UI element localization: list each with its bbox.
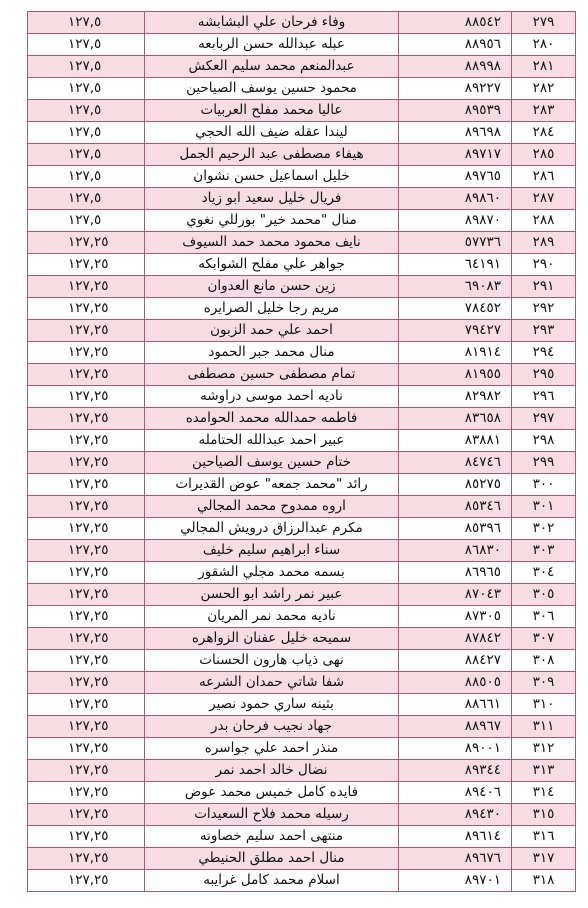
row-number-cell: ٣٠٧: [512, 628, 576, 650]
score-cell: ١٢٧,٢٥: [28, 804, 145, 826]
score-cell: ١٢٧,٢٥: [28, 540, 145, 562]
name-cell: محمود حسين يوسف الصياحين: [145, 78, 399, 100]
row-number-cell: ٣١٠: [512, 694, 576, 716]
id-number-cell: ٨٩٧١٧: [399, 144, 512, 166]
score-cell: ١٢٧,٢٥: [28, 430, 145, 452]
row-number-cell: ٢٩٢: [512, 298, 576, 320]
score-cell: ١٢٧,٢٥: [28, 760, 145, 782]
score-cell: ١٢٧,٢٥: [28, 386, 145, 408]
id-number-cell: ٨٨٩٥٦: [399, 34, 512, 56]
id-number-cell: ٨٩٦٧٦: [399, 848, 512, 870]
name-cell: اسلام محمد كامل غرايبه: [145, 870, 399, 892]
score-cell: ١٢٧,٥: [28, 12, 145, 34]
table-row: [28, 320, 576, 342]
row-number-cell: ٢٨٥: [512, 144, 576, 166]
score-cell: ١٢٧,٥: [28, 210, 145, 232]
id-number-cell: ٦٤١٩١: [399, 254, 512, 276]
score-cell: ١٢٧,٥: [28, 188, 145, 210]
score-cell: ١٢٧,٥: [28, 166, 145, 188]
name-cell: عبير احمد عبدالله الحتامله: [145, 430, 399, 452]
id-number-cell: ٨٦٨٣٠: [399, 540, 512, 562]
table-row: [28, 650, 576, 672]
table-row: [28, 782, 576, 804]
table-row: [28, 144, 576, 166]
row-number-cell: ٣٠٩: [512, 672, 576, 694]
score-cell: ١٢٧,٢٥: [28, 672, 145, 694]
id-number-cell: ٨٨٤٢٧: [399, 650, 512, 672]
name-cell: ناديه احمد موسى دراوشه: [145, 386, 399, 408]
results-table: [27, 11, 576, 892]
name-cell: تمام مصطفى حسين مصطفى: [145, 364, 399, 386]
score-cell: ١٢٧,٢٥: [28, 276, 145, 298]
id-number-cell: ٨٩٤٣٠: [399, 804, 512, 826]
score-cell: ١٢٧,٢٥: [28, 782, 145, 804]
table-row: [28, 166, 576, 188]
name-cell: عبدالمنعم محمد سليم العكش: [145, 56, 399, 78]
name-cell: منذر احمد علي جواسره: [145, 738, 399, 760]
table-row: [28, 496, 576, 518]
id-number-cell: ٨٨٥٠٥: [399, 672, 512, 694]
row-number-cell: ٣١٤: [512, 782, 576, 804]
row-number-cell: ٢٨٩: [512, 232, 576, 254]
table-row: [28, 210, 576, 232]
score-cell: ١٢٧,٥: [28, 34, 145, 56]
name-cell: فايده كامل خميس محمد عوض: [145, 782, 399, 804]
row-number-cell: ٣١٦: [512, 826, 576, 848]
name-cell: رسيله محمد فلاح السعيدات: [145, 804, 399, 826]
table-row: [28, 364, 576, 386]
row-number-cell: ٣٠٤: [512, 562, 576, 584]
table-row: [28, 188, 576, 210]
id-number-cell: ٦٩٠٨٣: [399, 276, 512, 298]
row-number-cell: ٣١٣: [512, 760, 576, 782]
table-row: [28, 408, 576, 430]
row-number-cell: ٢٨٢: [512, 78, 576, 100]
score-cell: ١٢٧,٢٥: [28, 452, 145, 474]
id-number-cell: ٨٩٢٢٧: [399, 78, 512, 100]
id-number-cell: ٨٨٦٦١: [399, 694, 512, 716]
table-row: [28, 804, 576, 826]
table-row: [28, 562, 576, 584]
name-cell: شفا شاتي حمدان الشرعه: [145, 672, 399, 694]
row-number-cell: ٢٧٩: [512, 12, 576, 34]
id-number-cell: ٨٧٠٤٣: [399, 584, 512, 606]
id-number-cell: ٨٧٣٠٥: [399, 606, 512, 628]
name-cell: مكرم عبدالرزاق درويش المجالي: [145, 518, 399, 540]
score-cell: ١٢٧,٢٥: [28, 408, 145, 430]
table-row: [28, 584, 576, 606]
score-cell: ١٢٧,٢٥: [28, 694, 145, 716]
name-cell: نضال خالد احمد نمر: [145, 760, 399, 782]
row-number-cell: ٣٠٣: [512, 540, 576, 562]
name-cell: جواهر علي مفلح الشوابكه: [145, 254, 399, 276]
score-cell: ١٢٧,٢٥: [28, 474, 145, 496]
row-number-cell: ٢٨٤: [512, 122, 576, 144]
name-cell: سميحه خليل عفنان الزواهره: [145, 628, 399, 650]
row-number-cell: ٢٩٦: [512, 386, 576, 408]
score-cell: ١٢٧,٢٥: [28, 716, 145, 738]
table-row: [28, 760, 576, 782]
id-number-cell: ٨٩٦١٤: [399, 826, 512, 848]
name-cell: بسمه محمد مجلي الشقور: [145, 562, 399, 584]
id-number-cell: ٨٦٩٦٥: [399, 562, 512, 584]
name-cell: منال محمد جبر الحمود: [145, 342, 399, 364]
row-number-cell: ٢٩١: [512, 276, 576, 298]
id-number-cell: ٨٩٧٦٥: [399, 166, 512, 188]
id-number-cell: ٨٥٣٤٦: [399, 496, 512, 518]
score-cell: ١٢٧,٢٥: [28, 606, 145, 628]
table-row: [28, 386, 576, 408]
row-number-cell: ٢٨٦: [512, 166, 576, 188]
score-cell: ١٢٧,٢٥: [28, 518, 145, 540]
table-row: [28, 870, 576, 892]
table-row: [28, 342, 576, 364]
table-row: [28, 606, 576, 628]
name-cell: رائد "محمد جمعه" عوض القديرات: [145, 474, 399, 496]
id-number-cell: ٨٥٢٧٥: [399, 474, 512, 496]
row-number-cell: ٢٨٨: [512, 210, 576, 232]
id-number-cell: ٨١٩٥٥: [399, 364, 512, 386]
table-row: [28, 232, 576, 254]
id-number-cell: ٨٩٤٠٦: [399, 782, 512, 804]
table-row: [28, 34, 576, 56]
score-cell: ١٢٧,٢٥: [28, 650, 145, 672]
table-row: [28, 276, 576, 298]
id-number-cell: ٨٢٩٨٢: [399, 386, 512, 408]
row-number-cell: ٣٠٠: [512, 474, 576, 496]
score-cell: ١٢٧,٢٥: [28, 848, 145, 870]
row-number-cell: ٢٨٠: [512, 34, 576, 56]
score-cell: ١٢٧,٢٥: [28, 738, 145, 760]
score-cell: ١٢٧,٢٥: [28, 628, 145, 650]
id-number-cell: ٨٩٣٤٤: [399, 760, 512, 782]
id-number-cell: ٨٩٧٠١: [399, 870, 512, 892]
id-number-cell: ٨١٩١٤: [399, 342, 512, 364]
table-row: [28, 694, 576, 716]
row-number-cell: ٢٩٩: [512, 452, 576, 474]
table-row: [28, 738, 576, 760]
table-row: [28, 122, 576, 144]
score-cell: ١٢٧,٢٥: [28, 342, 145, 364]
table-row: [28, 298, 576, 320]
score-cell: ١٢٧,٢٥: [28, 870, 145, 892]
results-table-body: [28, 12, 576, 892]
table-row: [28, 12, 576, 34]
name-cell: عبله عبدالله حسن الربابعه: [145, 34, 399, 56]
row-number-cell: ٣٠٦: [512, 606, 576, 628]
row-number-cell: ٢٨١: [512, 56, 576, 78]
name-cell: منال احمد مطلق الحنيطي: [145, 848, 399, 870]
id-number-cell: ٧٩٤٢٧: [399, 320, 512, 342]
table-row: [28, 518, 576, 540]
row-number-cell: ٣٠٢: [512, 518, 576, 540]
id-number-cell: ٨٩٨٧٠: [399, 210, 512, 232]
name-cell: عبير نمر راشد ابو الحسن: [145, 584, 399, 606]
score-cell: ١٢٧,٥: [28, 56, 145, 78]
score-cell: ١٢٧,٥: [28, 78, 145, 100]
name-cell: نهى ذياب هارون الحسنات: [145, 650, 399, 672]
name-cell: فاطمه حمدالله محمد الحوامده: [145, 408, 399, 430]
table-row: [28, 672, 576, 694]
id-number-cell: ٨٥٣٩٦: [399, 518, 512, 540]
table-row: [28, 540, 576, 562]
name-cell: خليل اسماعيل حسن نشوان: [145, 166, 399, 188]
name-cell: فريال خليل سعيد ابو زياد: [145, 188, 399, 210]
id-number-cell: ٧٨٤٥٢: [399, 298, 512, 320]
row-number-cell: ٣١٧: [512, 848, 576, 870]
row-number-cell: ٣٠١: [512, 496, 576, 518]
name-cell: احمد علي حمد الزبون: [145, 320, 399, 342]
row-number-cell: ٢٨٣: [512, 100, 576, 122]
table-row: [28, 474, 576, 496]
name-cell: عاليا محمد مفلح العربيات: [145, 100, 399, 122]
name-cell: ناديه محمد نمر المريان: [145, 606, 399, 628]
name-cell: اروه ممدوح محمد المجالي: [145, 496, 399, 518]
row-number-cell: ٢٩٠: [512, 254, 576, 276]
name-cell: سناء ابراهيم سليم خليف: [145, 540, 399, 562]
name-cell: بثينه ساري حمود نصير: [145, 694, 399, 716]
score-cell: ١٢٧,٢٥: [28, 298, 145, 320]
name-cell: ختام حسين يوسف الصياحين: [145, 452, 399, 474]
score-cell: ١٢٧,٢٥: [28, 320, 145, 342]
score-cell: ١٢٧,٢٥: [28, 496, 145, 518]
id-number-cell: ٨٤٧٤٦: [399, 452, 512, 474]
table-row: [28, 716, 576, 738]
row-number-cell: ٢٩٥: [512, 364, 576, 386]
table-row: [28, 56, 576, 78]
row-number-cell: ٢٩٨: [512, 430, 576, 452]
name-cell: نايف محمود محمد حمد السيوف: [145, 232, 399, 254]
id-number-cell: ٨٨٩٩٨: [399, 56, 512, 78]
id-number-cell: ٨٩٠٠١: [399, 738, 512, 760]
score-cell: ١٢٧,٥: [28, 122, 145, 144]
table-row: [28, 848, 576, 870]
id-number-cell: ٨٨٩٦٧: [399, 716, 512, 738]
row-number-cell: ٢٩٧: [512, 408, 576, 430]
id-number-cell: ٨٧٨٤٢: [399, 628, 512, 650]
row-number-cell: ٣١٥: [512, 804, 576, 826]
row-number-cell: ٣١٢: [512, 738, 576, 760]
row-number-cell: ٣١١: [512, 716, 576, 738]
id-number-cell: ٨٩٦٩٨: [399, 122, 512, 144]
row-number-cell: ٣١٨: [512, 870, 576, 892]
id-number-cell: ٨٣٦٥٨: [399, 408, 512, 430]
table-row: [28, 452, 576, 474]
id-number-cell: ٨٩٨٦٠: [399, 188, 512, 210]
score-cell: ١٢٧,٢٥: [28, 364, 145, 386]
row-number-cell: ٣٠٥: [512, 584, 576, 606]
score-cell: ١٢٧,٢٥: [28, 584, 145, 606]
table-row: [28, 430, 576, 452]
score-cell: ١٢٧,٢٥: [28, 254, 145, 276]
name-cell: وفاء فرحان علي البشابشه: [145, 12, 399, 34]
name-cell: منال "محمد خير" بورللي نغوي: [145, 210, 399, 232]
row-number-cell: ٢٩٤: [512, 342, 576, 364]
table-row: [28, 826, 576, 848]
score-cell: ١٢٧,٢٥: [28, 562, 145, 584]
name-cell: هيفاء مصطفى عبد الرحيم الجمل: [145, 144, 399, 166]
id-number-cell: ٥٧٧٣٦: [399, 232, 512, 254]
table-row: [28, 78, 576, 100]
score-cell: ١٢٧,٢٥: [28, 826, 145, 848]
name-cell: منتهى احمد سليم خصاونه: [145, 826, 399, 848]
id-number-cell: ٨٩٥٣٩: [399, 100, 512, 122]
row-number-cell: ٢٨٧: [512, 188, 576, 210]
row-number-cell: ٣٠٨: [512, 650, 576, 672]
score-cell: ١٢٧,٥: [28, 144, 145, 166]
name-cell: ليندا عقله ضيف الله الحجي: [145, 122, 399, 144]
table-row: [28, 254, 576, 276]
table-row: [28, 628, 576, 650]
name-cell: مريم رجا خليل الصرايره: [145, 298, 399, 320]
name-cell: زين حسن مانع العدوان: [145, 276, 399, 298]
table-row: [28, 100, 576, 122]
score-cell: ١٢٧,٥: [28, 100, 145, 122]
name-cell: جهاد نجيب فرحان بدر: [145, 716, 399, 738]
id-number-cell: ٨٣٨٨١: [399, 430, 512, 452]
score-cell: ١٢٧,٢٥: [28, 232, 145, 254]
row-number-cell: ٢٩٣: [512, 320, 576, 342]
id-number-cell: ٨٨٥٤٢: [399, 12, 512, 34]
